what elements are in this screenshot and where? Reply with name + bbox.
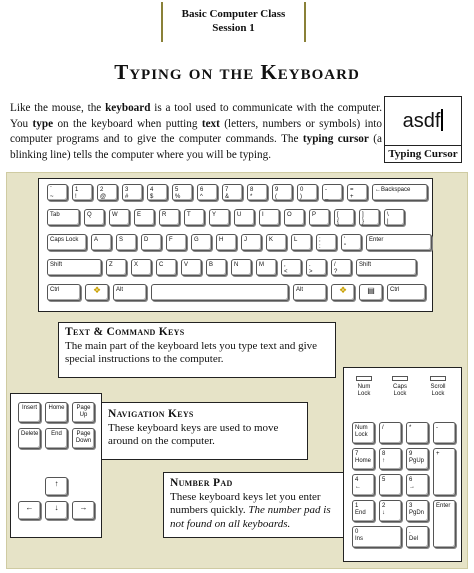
intro-text: is a tool used to communicate with the computer. You xyxy=(10,102,383,130)
nav-keys-body: These keyboard keys are used to move around on the computer. xyxy=(108,421,279,447)
key-x: X xyxy=(131,259,152,276)
key-9: 9 ( xyxy=(272,184,293,201)
key-home: Home xyxy=(45,402,68,423)
indicator-label-caps-lock: Caps Lock xyxy=(392,384,407,397)
key-page-down: Page Down xyxy=(72,428,95,449)
key-v: V xyxy=(181,259,202,276)
numpad-key-5: 5 xyxy=(379,474,402,496)
key-u: U xyxy=(234,209,255,226)
number-pad-heading: Number Pad xyxy=(170,477,233,489)
key-b: B xyxy=(206,259,227,276)
key-s: S xyxy=(116,234,137,251)
key-delete: Delete xyxy=(18,428,41,449)
cursor-sample xyxy=(385,109,461,133)
key-z: Z xyxy=(106,259,127,276)
key-symbol: ; : xyxy=(316,234,337,251)
numpad-key-symbol: * xyxy=(406,422,429,444)
cursor-bar-icon xyxy=(441,109,443,131)
key-j: J xyxy=(241,234,262,251)
numpad-key-del: . Del xyxy=(406,526,429,548)
key-symbol: / ? xyxy=(331,259,352,276)
numpad-key-1-end: 1 End xyxy=(352,500,375,522)
page-title: Typing on the Keyboard xyxy=(114,60,360,84)
nav-keys-heading: Navigation Keys xyxy=(108,408,194,420)
key-7: 7 & xyxy=(222,184,243,201)
key-symbol: ' " xyxy=(341,234,362,251)
key-5: 5 % xyxy=(172,184,193,201)
term-keyboard: keyboard xyxy=(105,102,151,114)
cursor-sample-text: asdf xyxy=(402,110,441,132)
indicator-label-scroll-lock: Scroll Lock xyxy=(430,384,446,397)
numpad-key-3-pgdn: 3 PgDn xyxy=(406,500,429,522)
key-arrow-left: ← xyxy=(18,501,41,520)
key-ctrl-right: Ctrl xyxy=(387,284,426,301)
menu-icon: ▤ xyxy=(367,286,375,295)
intro-text: Like the mouse, the xyxy=(10,102,106,114)
term-type: type xyxy=(32,117,54,130)
key-0: 0 ) xyxy=(297,184,318,201)
key-w: W xyxy=(109,209,130,226)
key-windows-left xyxy=(85,284,109,301)
numpad-key-symbol: / xyxy=(379,422,402,444)
intro-paragraph xyxy=(10,101,382,164)
key-caps-lock: Caps Lock xyxy=(47,234,87,251)
number-pad xyxy=(343,367,462,562)
key-n: N xyxy=(231,259,252,276)
key-arrow-down: ↓ xyxy=(45,501,68,520)
text-keys-heading: Text & Command Keys xyxy=(65,326,185,338)
key-d: D xyxy=(141,234,162,251)
windows-logo-icon: ❖ xyxy=(92,285,102,295)
intro-text: (a blinking line) tells the computer where you will be typing. xyxy=(10,133,382,162)
number-pad-body xyxy=(170,491,337,532)
key-alt-right: Alt xyxy=(293,284,327,301)
key-8: 8 * xyxy=(247,184,268,201)
indicator-light xyxy=(430,376,446,381)
key-menu xyxy=(359,284,383,301)
key-symbol: ` ~ xyxy=(47,184,68,201)
key-enter: Enter xyxy=(366,234,432,251)
indicator-label-num-lock: Num Lock xyxy=(357,384,371,397)
number-pad-body-note: The number pad is not found on all keyboards. xyxy=(170,504,331,530)
key-6: 6 ^ xyxy=(197,184,218,201)
nav-keys-callout xyxy=(102,402,308,460)
key-m: M xyxy=(256,259,277,276)
typing-cursor-figure xyxy=(384,96,462,163)
key-symbol: \ | xyxy=(384,209,405,226)
key-ctrl-left: Ctrl xyxy=(47,284,81,301)
number-pad-body-plain: These keyboard keys let you enter numbers quickly. xyxy=(170,490,321,516)
key-arrow-up: ↑ xyxy=(45,477,68,496)
term-typing-cursor: typing cursor xyxy=(302,133,369,146)
numpad-key-6: 6 → xyxy=(406,474,429,496)
intro-text: (letters, numbers or symbols) into computer programs and to give the computer commands. The xyxy=(10,117,382,146)
key-backspace: ←Backspace xyxy=(372,184,428,201)
navigation-keys xyxy=(10,393,102,538)
key-e: E xyxy=(134,209,155,226)
key-a: A xyxy=(91,234,112,251)
key-k: K xyxy=(266,234,287,251)
numpad-key-8: 8 ↑ xyxy=(379,448,402,470)
key-o: O xyxy=(284,209,305,226)
key-3: 3 # xyxy=(122,184,143,201)
numpad-key-9-pgup: 9 PgUp xyxy=(406,448,429,470)
key-l: L xyxy=(291,234,312,251)
key-shift-right: Shift xyxy=(356,259,417,276)
key-c: C xyxy=(156,259,177,276)
term-text: text xyxy=(201,117,220,130)
numpad-key-symbol: + xyxy=(433,448,456,496)
cursor-caption: Typing Cursor xyxy=(385,145,461,162)
key-insert: Insert xyxy=(18,402,41,423)
indicator-light xyxy=(356,376,372,381)
number-pad-callout xyxy=(163,472,343,538)
key-symbol: [ { xyxy=(334,209,355,226)
header-line1: Basic Computer Class xyxy=(181,8,286,20)
key-arrow-right: → xyxy=(72,501,95,520)
key-2: 2 @ xyxy=(97,184,118,201)
session-header xyxy=(161,2,306,42)
key-p: P xyxy=(309,209,330,226)
key-tab: Tab xyxy=(47,209,80,226)
numpad-key-num-lock: Num Lock xyxy=(352,422,375,444)
numpad-key-2: 2 ↓ xyxy=(379,500,402,522)
text-keys-body: The main part of the keyboard lets you type text and give special instructions to the computer. xyxy=(65,339,318,365)
key-symbol: . > xyxy=(306,259,327,276)
header-line2: Session 1 xyxy=(212,22,255,34)
key-q: Q xyxy=(84,209,105,226)
numpad-key-0-ins: 0 Ins xyxy=(352,526,402,548)
key-symbol: - _ xyxy=(322,184,343,201)
windows-logo-icon: ❖ xyxy=(338,285,348,295)
key-t: T xyxy=(184,209,205,226)
key-shift-left: Shift xyxy=(47,259,102,276)
key-windows-right xyxy=(331,284,355,301)
indicator-light xyxy=(392,376,408,381)
numpad-key-7-home: 7 Home xyxy=(352,448,375,470)
key-r: R xyxy=(159,209,180,226)
key-i: I xyxy=(259,209,280,226)
text-keys-callout xyxy=(58,322,336,378)
numpad-key-enter: Enter xyxy=(433,500,456,548)
key-alt-left: Alt xyxy=(113,284,147,301)
key-1: 1 ! xyxy=(72,184,93,201)
key-page-up: Page Up xyxy=(72,402,95,423)
key-symbol: , < xyxy=(281,259,302,276)
intro-text: on the keyboard when putting xyxy=(53,117,202,130)
key-end: End xyxy=(45,428,68,449)
key-4: 4 $ xyxy=(147,184,168,201)
key-symbol: = + xyxy=(347,184,368,201)
key-g: G xyxy=(191,234,212,251)
numpad-key-4: 4 ← xyxy=(352,474,375,496)
key-symbol: ] } xyxy=(359,209,380,226)
numpad-key-symbol: - xyxy=(433,422,456,444)
main-keyboard xyxy=(38,178,433,312)
key-y: Y xyxy=(209,209,230,226)
key-spacebar xyxy=(151,284,289,301)
key-f: F xyxy=(166,234,187,251)
key-h: H xyxy=(216,234,237,251)
